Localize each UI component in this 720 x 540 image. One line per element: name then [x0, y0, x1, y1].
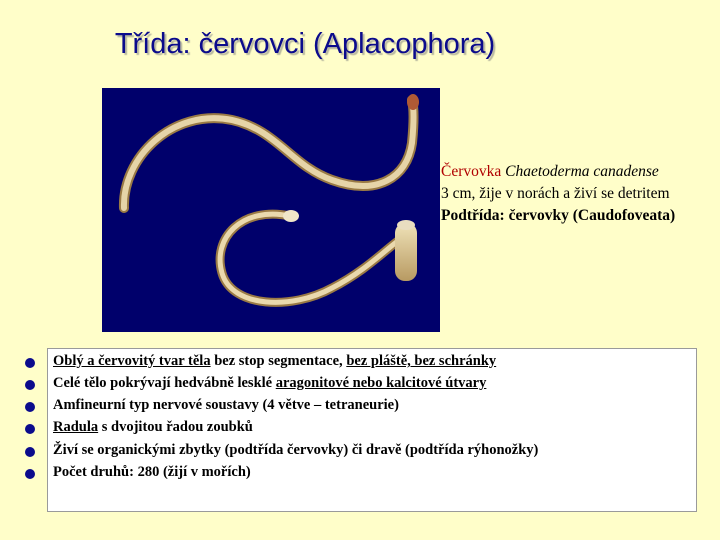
fact-item-4	[53, 419, 253, 436]
bullet-dot	[25, 402, 35, 412]
upper-worm-outline	[124, 100, 414, 208]
fact-4-part-1: Radula	[53, 419, 99, 435]
lower-worm-rear	[395, 223, 417, 281]
fact-item-5	[53, 442, 538, 459]
bullet-dot	[25, 380, 35, 390]
fact-1-part-2: bez stop segmentace,	[210, 353, 347, 369]
bullet-dot	[25, 469, 35, 479]
fact-1-part-1: Oblý a červovitý tvar těla	[53, 353, 211, 369]
fact-item-6	[53, 464, 251, 481]
lower-worm-head	[283, 210, 299, 222]
worm-photo	[102, 88, 440, 332]
lower-worm-body	[220, 214, 402, 302]
fact-3-part-1: Amfineurní typ nervové soustavy (4 větve – tetraneurie)	[53, 397, 399, 413]
lower-worm-end	[397, 220, 415, 230]
bullet-dot	[25, 358, 35, 368]
bullet-dot	[25, 424, 35, 434]
species-caption	[441, 161, 719, 227]
fact-item-1	[53, 353, 496, 370]
caption-line-2: 3 cm, žije v norách a živí se detritem	[441, 185, 670, 202]
fact-6-part-1: Počet druhů: 280 (žijí v mořích)	[53, 464, 251, 480]
upper-worm-head	[407, 94, 419, 110]
upper-worm-body	[124, 100, 414, 208]
common-name: Červovka	[441, 163, 502, 180]
bullet-dot	[25, 447, 35, 457]
caption-line-3: Podtřída: červovky (Caudofoveata)	[441, 207, 676, 224]
fact-1-part-3: bez pláště, bez schránky	[346, 353, 497, 369]
fact-2-part-2: aragonitové nebo kalcitové útvary	[275, 375, 487, 391]
caption-line-1	[441, 161, 719, 183]
slide-title: Třída: červovci (Aplacophora)	[114, 28, 496, 60]
fact-5-part-1: Živí se organickými zbytky (podtřída červovky) či dravě (podtřída rýhonožky)	[53, 442, 539, 458]
fact-2-part-1: Celé tělo pokrývají hedvábně lesklé	[53, 375, 276, 391]
fact-item-3	[53, 397, 399, 414]
fact-4-part-2: s dvojitou řadou zoubků	[98, 419, 253, 435]
fact-item-2	[53, 375, 486, 392]
worm-illustration	[102, 88, 440, 332]
latin-name: Chaetoderma canadense	[505, 163, 659, 180]
